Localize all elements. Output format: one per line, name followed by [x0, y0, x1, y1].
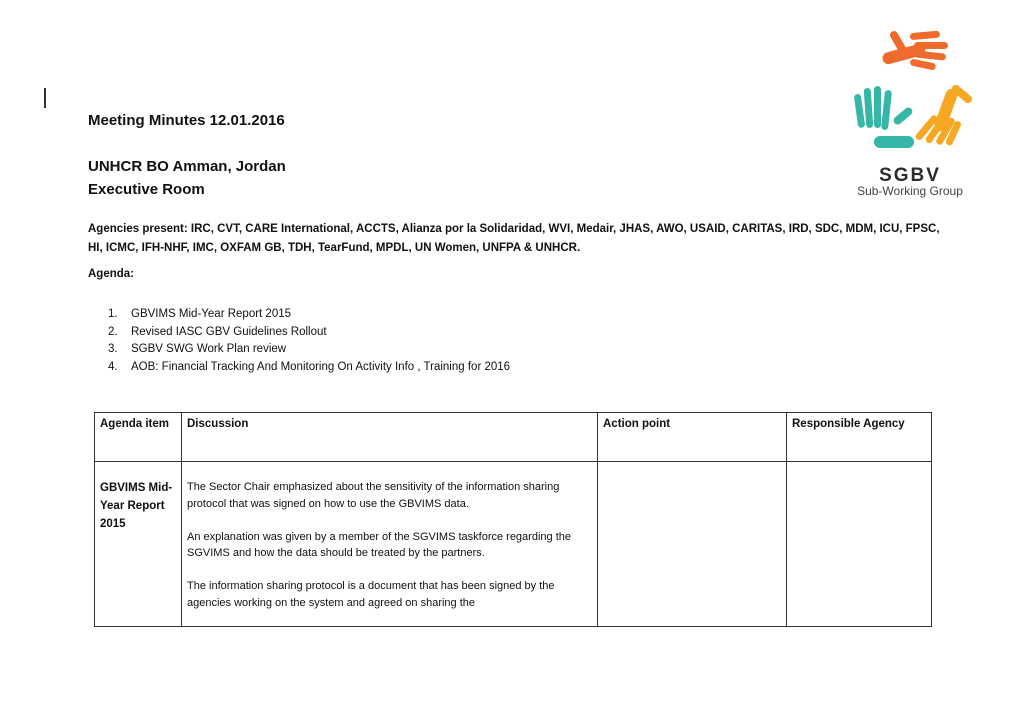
minutes-table: [94, 412, 932, 627]
agenda-item-text: AOB: Financial Tracking And Monitoring On Activity Info , Training for 2016: [131, 360, 511, 373]
agenda-heading: Agenda:: [88, 268, 134, 280]
sgbv-hands-icon: [854, 28, 978, 168]
header-responsible-agency: [787, 413, 932, 462]
header-discussion: [182, 413, 598, 462]
cell-agenda-item: [95, 462, 182, 627]
agencies-present: Agencies present: IRC, CVT, CARE International, ACCTS, Alianza por la Solidaridad, WVI, Medair, JHAS, AWO, USAID, CARITAS, IRD, SDC, MDM, ICU, FPSC, HI, ICMC, IFH-NHF, IMC, OXFAM GB, TDH, TearFund, MPDL, UN Women, UNFPA & UNHCR.: [88, 223, 940, 254]
agenda-item-number: 4.: [108, 360, 118, 373]
header-agenda-item-label: Agenda item: [100, 418, 170, 430]
location-line-2: Executive Room: [88, 181, 205, 198]
header-action-point: [598, 413, 787, 462]
agenda-item: [108, 324, 510, 342]
agenda-item: [108, 306, 510, 324]
discussion-paragraph: The information sharing protocol is a document that has been signed by the agencies working on the system and agreed on sharing the: [187, 580, 555, 609]
agenda-item: [108, 341, 510, 359]
agenda-item-number: 1.: [108, 308, 118, 320]
agenda-item-text: GBVIMS Mid-Year Report 2015: [131, 308, 292, 320]
cell-discussion: [182, 462, 598, 627]
header-agenda-item: [95, 413, 182, 462]
location-line-1: UNHCR BO Amman, Jordan: [88, 158, 286, 175]
header-action-point-label: Action point: [603, 418, 671, 430]
discussion-paragraph: An explanation was given by a member of the SGVIMS taskforce regarding the SGVIMS and how the data should be treated by the partners.: [187, 530, 571, 559]
page-title: Meeting Minutes 12.01.2016: [88, 112, 285, 129]
header-discussion-label: Discussion: [187, 418, 249, 430]
table-header-row: [95, 413, 932, 462]
text-cursor: [44, 88, 46, 108]
sgbv-logo: [848, 24, 978, 204]
cell-responsible-agency: [787, 462, 932, 627]
agenda-item-name: GBVIMS Mid-Year Report 2015: [100, 482, 173, 530]
discussion-paragraph: The Sector Chair emphasized about the sensitivity of the information sharing protocol that was signed on how to use the GBVIMS data.: [187, 481, 560, 510]
agenda-item-text: SGBV SWG Work Plan review: [131, 343, 287, 355]
agenda-item-text: Revised IASC GBV Guidelines Rollout: [131, 325, 327, 338]
agenda-item: [108, 359, 510, 377]
agenda-item-number: 2.: [108, 325, 118, 338]
agenda-list: [108, 306, 510, 376]
cell-action-point: [598, 462, 787, 627]
logo-title: SGBV: [879, 165, 941, 186]
agenda-item-number: 3.: [108, 343, 118, 355]
header-responsible-agency-label: Responsible Agency: [792, 418, 905, 430]
table-row: [95, 462, 932, 627]
logo-subtitle: Sub-Working Group: [857, 184, 963, 198]
